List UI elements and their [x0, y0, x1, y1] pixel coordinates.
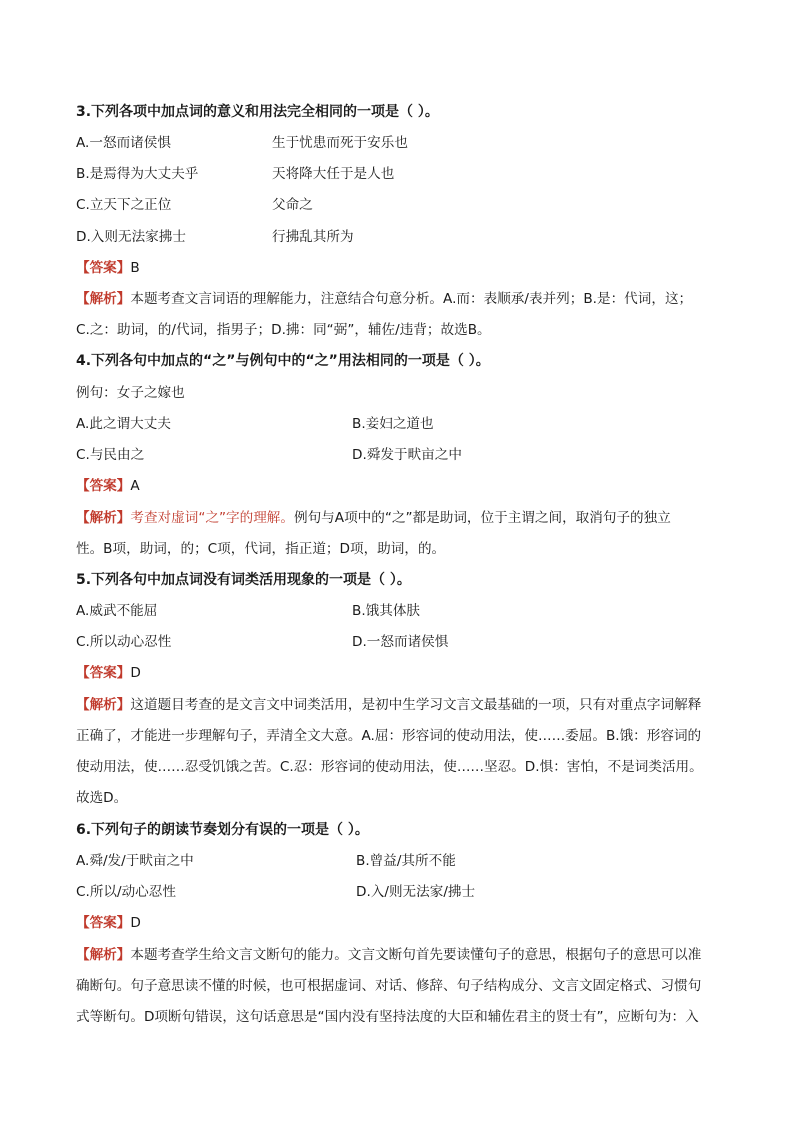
q5-option-b: B.饿其体肤	[352, 603, 421, 619]
q5-answer	[76, 663, 724, 683]
q3-option-a: A.一怒而诸侯惧	[76, 135, 171, 151]
q6-option-c: C.所以/动心忍性	[76, 884, 176, 900]
q3-option-d: D.入则无法家拂士	[76, 229, 186, 245]
q6-analysis-line-1	[76, 945, 724, 965]
q4-example: 例句：女子之嫁也	[76, 385, 185, 401]
q6-option-row	[76, 851, 724, 871]
q5-analysis-line-3: 使动用法，使……忍受饥饿之苦。C.忍：形容词的使动用法，使……坚忍。D.惧：害怕，不是词类活用。	[76, 759, 703, 775]
q5-option-c: C.所以动心忍性	[76, 634, 172, 650]
q4-analysis-line-1	[76, 508, 724, 528]
analysis-text: 这道题目考查的是文言文中词类活用，是初中生学习文言文最基础的一项，只有对重点字词解释	[130, 697, 702, 713]
analysis-tag: 【解析】	[76, 510, 131, 526]
q5-analysis-line-2: 正确了，才能进一步理解句子，弄清全文大意。A.屈：形容词的使动用法，使……委屈。B.饿：形容词的	[76, 728, 702, 744]
q5-analysis-line-4: 故选D。	[76, 790, 128, 806]
q5-option-row	[76, 601, 724, 621]
q3-option-row	[76, 227, 724, 247]
q3-option-b-compare: 天将降大任于是人也	[272, 166, 395, 182]
q3-analysis-line-2: C.之：助词，的/代词，指男子；D.拂：同“弼”，辅佐/违背；故选B。	[76, 322, 491, 338]
q6-option-a: A.舜/发/于畎亩之中	[76, 853, 194, 869]
q4-answer	[76, 476, 724, 496]
q4-option-row	[76, 414, 724, 434]
q3-option-c: C.立天下之正位	[76, 197, 172, 213]
analysis-tag: 【解析】	[76, 947, 131, 963]
analysis-tag: 【解析】	[76, 291, 131, 307]
q3-option-row	[76, 195, 724, 215]
q3-option-d-compare: 行拂乱其所为	[272, 229, 354, 245]
answer-tag: 【答案】	[76, 915, 131, 931]
q6-analysis-line-3: 式等断句。D项断句错误，这句话意思是“国内没有坚持法度的大臣和辅佐君主的贤士有”，应断句为：入	[76, 1009, 699, 1025]
q3-option-c-compare: 父命之	[272, 197, 313, 213]
answer-tag: 【答案】	[76, 478, 131, 494]
q3-option-b: B.是焉得为大丈夫乎	[76, 166, 199, 182]
q6-analysis-line-2: 确断句。句子意思读不懂的时候，也可根据虚词、对话、修辞、句子结构成分、文言文固定格式、习惯句	[76, 978, 702, 994]
analysis-text: 例句与A项中的“之”都是助词，位于主谓之间，取消句子的独立	[294, 510, 671, 526]
q4-option-a: A.此之谓大丈夫	[76, 416, 171, 432]
q5-option-d: D.一怒而诸侯惧	[352, 634, 449, 650]
question-6-title: 6.下列句子的朗读节奏划分有误的一项是（ ）。	[76, 822, 369, 838]
q4-option-b: B.妾妇之道也	[352, 416, 434, 432]
answer-value: A	[130, 478, 140, 494]
q3-option-a-compare: 生于忧患而死于安乐也	[272, 135, 408, 151]
q5-option-a: A.威武不能屈	[76, 603, 158, 619]
answer-tag: 【答案】	[76, 665, 131, 681]
q3-option-row	[76, 133, 724, 153]
q4-analysis-line-2: 性。B项，助词，的；C项，代词，指正道；D项，助词，的。	[76, 541, 446, 557]
analysis-tag: 【解析】	[76, 697, 131, 713]
analysis-text: 本题考查学生给文言文断句的能力。文言文断句首先要读懂句子的意思，根据句子的意思可以准	[130, 947, 702, 963]
analysis-highlight: 考查对虚词“之”字的理解。	[130, 510, 294, 526]
q4-option-c: C.与民由之	[76, 447, 145, 463]
q6-option-d: D.入/则无法家/拂士	[356, 884, 476, 900]
q3-analysis-line-1	[76, 289, 724, 309]
q6-option-row	[76, 882, 724, 902]
question-4-title: 4.下列各句中加点的“之”与例句中的“之”用法相同的一项是（ ）。	[76, 353, 490, 369]
q6-answer	[76, 913, 724, 933]
answer-value: B	[130, 260, 140, 276]
q6-option-b: B.曾益/其所不能	[356, 853, 456, 869]
answer-tag: 【答案】	[76, 260, 131, 276]
q4-option-row	[76, 445, 724, 465]
question-5-title: 5.下列各句中加点词没有词类活用现象的一项是（ ）。	[76, 572, 411, 588]
q3-option-row	[76, 164, 724, 184]
analysis-text: 本题考查文言词语的理解能力，注意结合句意分析。A.而：表顺承/表并列；B.是：代词，这；	[130, 291, 693, 307]
q4-option-d: D.舜发于畎亩之中	[352, 447, 462, 463]
q5-analysis-line-1	[76, 695, 724, 715]
answer-value: D	[130, 915, 141, 931]
q5-option-row	[76, 632, 724, 652]
q3-answer	[76, 258, 724, 278]
answer-value: D	[130, 665, 141, 681]
question-3-title: 3.下列各项中加点词的意义和用法完全相同的一项是（ ）。	[76, 104, 439, 120]
